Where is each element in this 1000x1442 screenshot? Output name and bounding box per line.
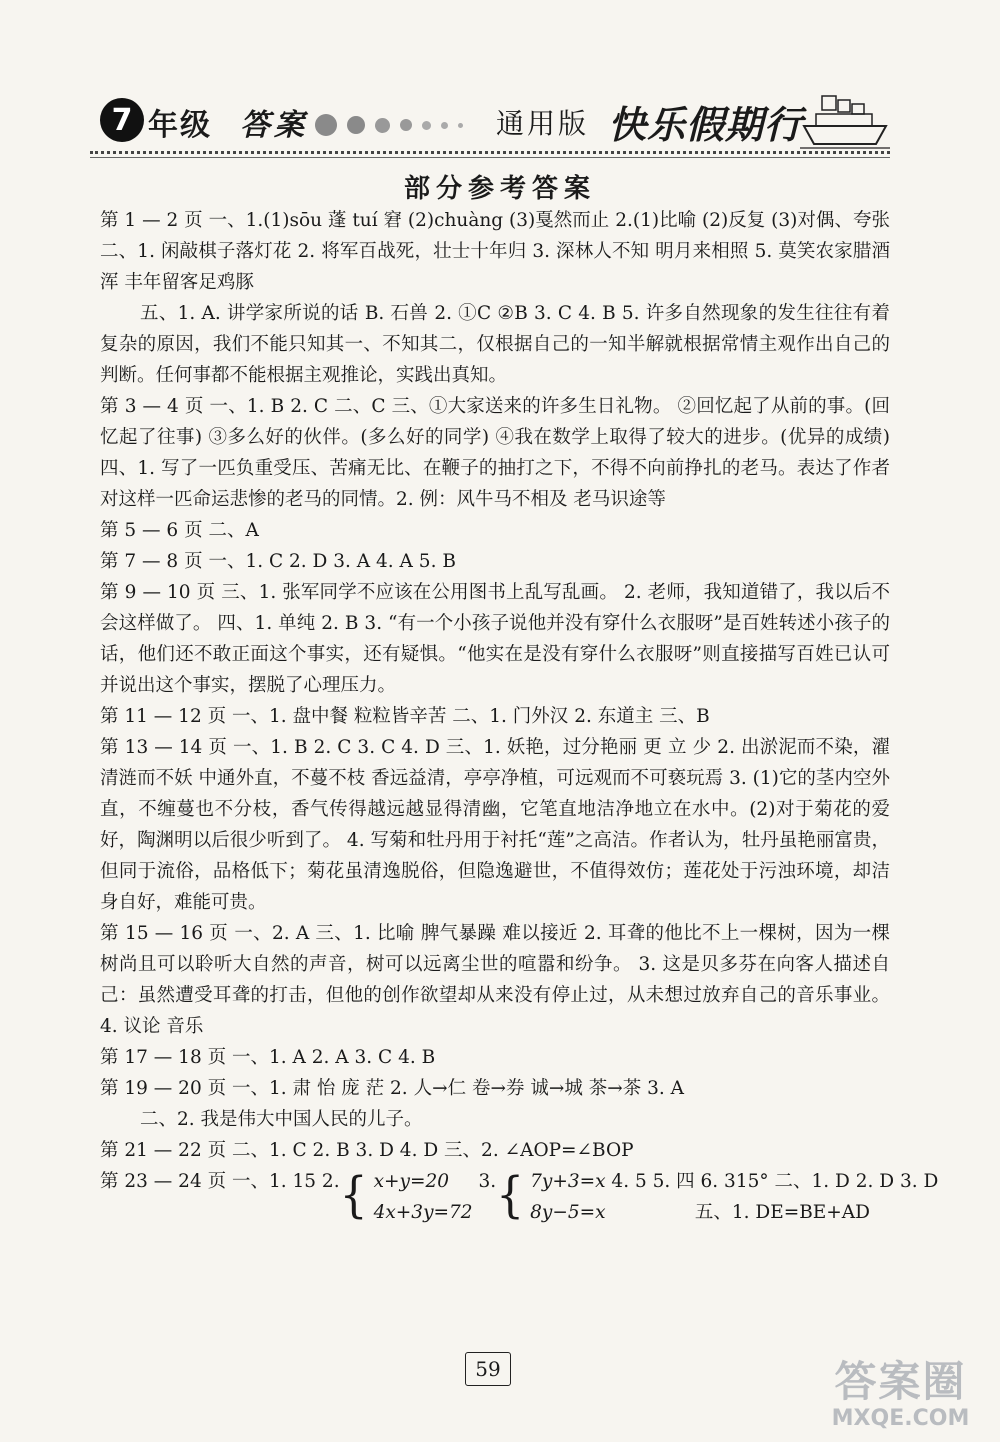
equation-row: x+y=20 (373, 1171, 450, 1192)
equation-mid: 3. (478, 1171, 497, 1192)
brace-icon: { (496, 1167, 525, 1224)
equation-row: 4x+3y=72 (373, 1202, 473, 1223)
grade-label: 年级 (148, 108, 212, 143)
answer-paragraph: 第 13 — 14 页 一、1. B 2. C 3. C 4. D 三、1. 妖艳，过分艳丽 更 立 少 2. 出淤泥而不染，濯清涟而不妖 中通外直，不蔓不枝 香远益清，亭亭净植，可远观而不可亵玩焉 3. (1)它的茎内空外直，不缠蔓也不分枝，香气传得越远越显得清幽，它笔直地洁净地立在水中。(2)对于菊花的爱好，陶渊明以后很少听到了。 4. 写菊和牡丹用于衬托“莲”之高洁。作者认为，牡丹虽艳丽富贵，但同于流俗，品格低下；菊花虽清逸脱俗，但隐逸避世，不值得效仿；莲花处于污浊环境，却洁身自好，难能可贵。 (100, 737, 890, 913)
equation-row: 8y−5=x (530, 1202, 606, 1223)
answer-paragraph: 五、1. A. 讲学家所说的话 B. 石兽 2. ①C ②B 3. C 4. B 5. 许多自然现象的发生往往有着复杂的原因，我们不能只知其一、不知其二，仅根据自己的一知半解就根据常情主观作出自己的判断。任何事都不能根据主观推论，实践出真知。 (100, 303, 890, 386)
answer-paragraph: 第 7 — 8 页 一、1. C 2. D 3. A 4. A 5. B (100, 551, 456, 572)
answer-paragraph: 第 21 — 22 页 二、1. C 2. B 3. D 4. D 三、2. ∠AOP=∠BOP (100, 1140, 634, 1161)
answer-paragraph: 第 3 — 4 页 一、1. B 2. C 二、C 三、①大家送来的许多生日礼物。 ②回忆起了从前的事。(回忆起了往事) ③多么好的伙伴。(多么好的同学) ④我在数学上取得了较大的进步。(优异的成绩) 四、1. 写了一匹负重受压、苦痛无比、在鞭子的抽打之下，不得不向前挣扎的老马。表达了作者对这样一匹命运悲惨的老马的同情。2. 例：风牛马不相及 老马识途等 (100, 396, 890, 510)
equation-row: 7y+3=x (530, 1171, 606, 1192)
equation-suffix: 4. 5 5. 四 6. 315° 二、1. D 2. D 3. D (605, 1171, 939, 1192)
answer-tail: 五、1. DE=BE+AD (694, 1202, 870, 1223)
answer-label: 答案 (240, 108, 308, 143)
header-rule (90, 157, 890, 158)
brand-title: 快乐假期行 (608, 103, 804, 147)
ship-icon (800, 92, 890, 152)
answer-paragraph: 第 5 — 6 页 二、A (100, 520, 259, 541)
answer-paragraph: 第 11 — 12 页 一、1. 盘中餐 粒粒皆辛苦 二、1. 门外汉 2. 东道主 三、B (100, 706, 710, 727)
answer-paragraph: 第 9 — 10 页 三、1. 张军同学不应该在公用图书上乱写乱画。 2. 老师，我知道错了，我以后不会这样做了。 四、1. 单纯 2. B 3. “有一个小孩子说他并没有穿什么衣服呀”是百姓转述小孩子的话，他们还不敢正面这个事实，还有疑惧。“他实在是没有穿什么衣服呀”则直接描写百姓已认可并说出这个事实，摆脱了心理压力。 (100, 582, 890, 696)
equation-system-2 (530, 1166, 605, 1228)
equation-prefix: 第 23 — 24 页 一、1. 15 2. (100, 1171, 340, 1192)
equation-system-1 (374, 1166, 473, 1228)
answer-paragraph: 二、2. 我是伟大中国人民的儿子。 (140, 1109, 423, 1130)
grade-badge: 7 (100, 98, 144, 142)
watermark-url: MXQE.COM (831, 1406, 970, 1431)
answer-paragraph: 第 17 — 18 页 一、1. A 2. A 3. C 4. B (100, 1047, 436, 1068)
answer-paragraph: 第 19 — 20 页 一、1. 肃 怡 庞 茫 2. 人→仁 卷→券 诚→城 茶→茶 3. A (100, 1078, 684, 1099)
watermark-text: 答案圈 (834, 1357, 967, 1406)
decorative-dots-icon (315, 114, 463, 136)
watermark-logo (808, 1358, 993, 1438)
answer-paragraph: 第 1 — 2 页 一、1.(1)sōu 蓬 tuí 窘 (2)chuàng (3)戛然而止 2.(1)比喻 (2)反复 (3)对偶、夸张 二、1. 闲敲棋子落灯花 2. 将军百战死，壮士十年归 3. 深林人不知 明月来相照 5. 莫笑农家腊酒浑 丰年留客足鸡豚 (100, 210, 890, 293)
page-title: 部分参考答案 (403, 174, 596, 204)
page-number: 59 (465, 1352, 511, 1386)
edition-label: 通用版 (496, 107, 590, 140)
brace-icon: { (339, 1167, 368, 1224)
header-dotted-rule (90, 151, 890, 154)
answer-paragraph: 第 15 — 16 页 一、2. A 三、1. 比喻 脾气暴躁 难以接近 2. 耳聋的他比不上一棵树，因为一棵树尚且可以聆听大自然的声音，树可以远离尘世的喧嚣和纷争。 3. 这是贝多芬在向客人描述自己：虽然遭受耳聋的打击，但他的创作欲望却从来没有停止过，从未想过放弃自己的音乐事业。 4. 议论 音乐 (100, 923, 890, 1037)
page-header (100, 92, 890, 152)
answer-content (100, 205, 939, 1228)
